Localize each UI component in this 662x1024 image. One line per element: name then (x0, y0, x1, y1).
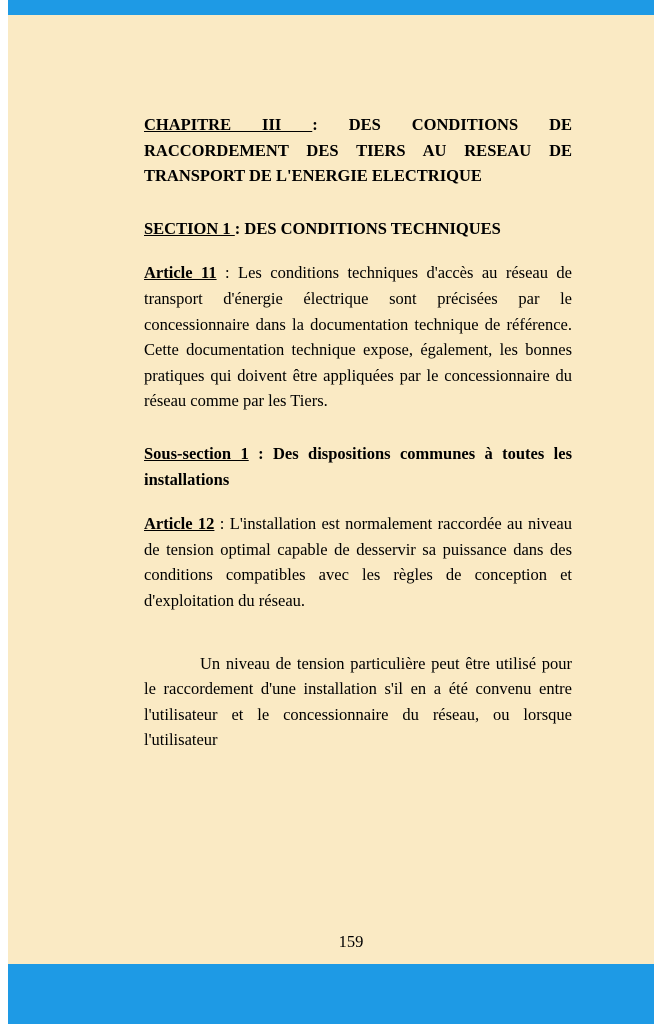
top-decorative-band (0, 0, 662, 15)
chapter-heading-text: : DES CONDITIONS DE RACCORDEMENT DES TIERS AU RESEAU DE TRANSPORT DE L'ENERGIE ELECTRIQUE (144, 115, 572, 186)
section-heading (144, 216, 572, 242)
spacer (144, 614, 572, 641)
section-heading-text: : DES CONDITIONS TECHNIQUES (234, 218, 501, 238)
subsection-heading-text: : Des dispositions communes à toutes les installations (144, 443, 572, 489)
page-content (144, 112, 572, 753)
spacer (144, 189, 572, 216)
article-11-text: : Les conditions techniques d'accès au réseau de transport d'énergie électrique sont précisées par le concessionnaire dans la documentation technique de référence. Cette documentation technique expose, également, les bonnes pratiques qui doivent être appliquées par le concessionnaire du réseau comme par les Tiers. (144, 263, 573, 411)
spacer (144, 492, 572, 511)
spacer (144, 641, 572, 651)
chapter-heading (144, 112, 572, 189)
article-11-label: Article 11 (144, 263, 217, 283)
spacer (144, 414, 572, 441)
spacer (144, 241, 572, 260)
bottom-decorative-band (0, 964, 662, 1024)
article-12-text: : L'installation est normalement raccordée au niveau de tension optimal capable de desservir sa puissance dans des conditions compatibles avec les règles de conception et d'exploitation du réseau. (144, 514, 572, 610)
article-12-label: Article 12 (144, 514, 215, 534)
article-12-paragraph (144, 511, 572, 613)
section-heading-label: SECTION 1 (144, 218, 235, 238)
subsection-heading (144, 441, 572, 492)
article-11-paragraph (144, 260, 572, 414)
page-number: 159 (338, 932, 364, 951)
chapter-heading-label: CHAPITRE III (144, 115, 313, 134)
paragraph-2: Un niveau de tension particulière peut être utilisé pour le raccordement d'une installation s'il en a été convenu entre l'utilisateur et le concessionnaire du réseau, ou lorsque l'utilisateur (144, 653, 572, 750)
subsection-heading-label: Sous-section 1 (144, 443, 249, 463)
